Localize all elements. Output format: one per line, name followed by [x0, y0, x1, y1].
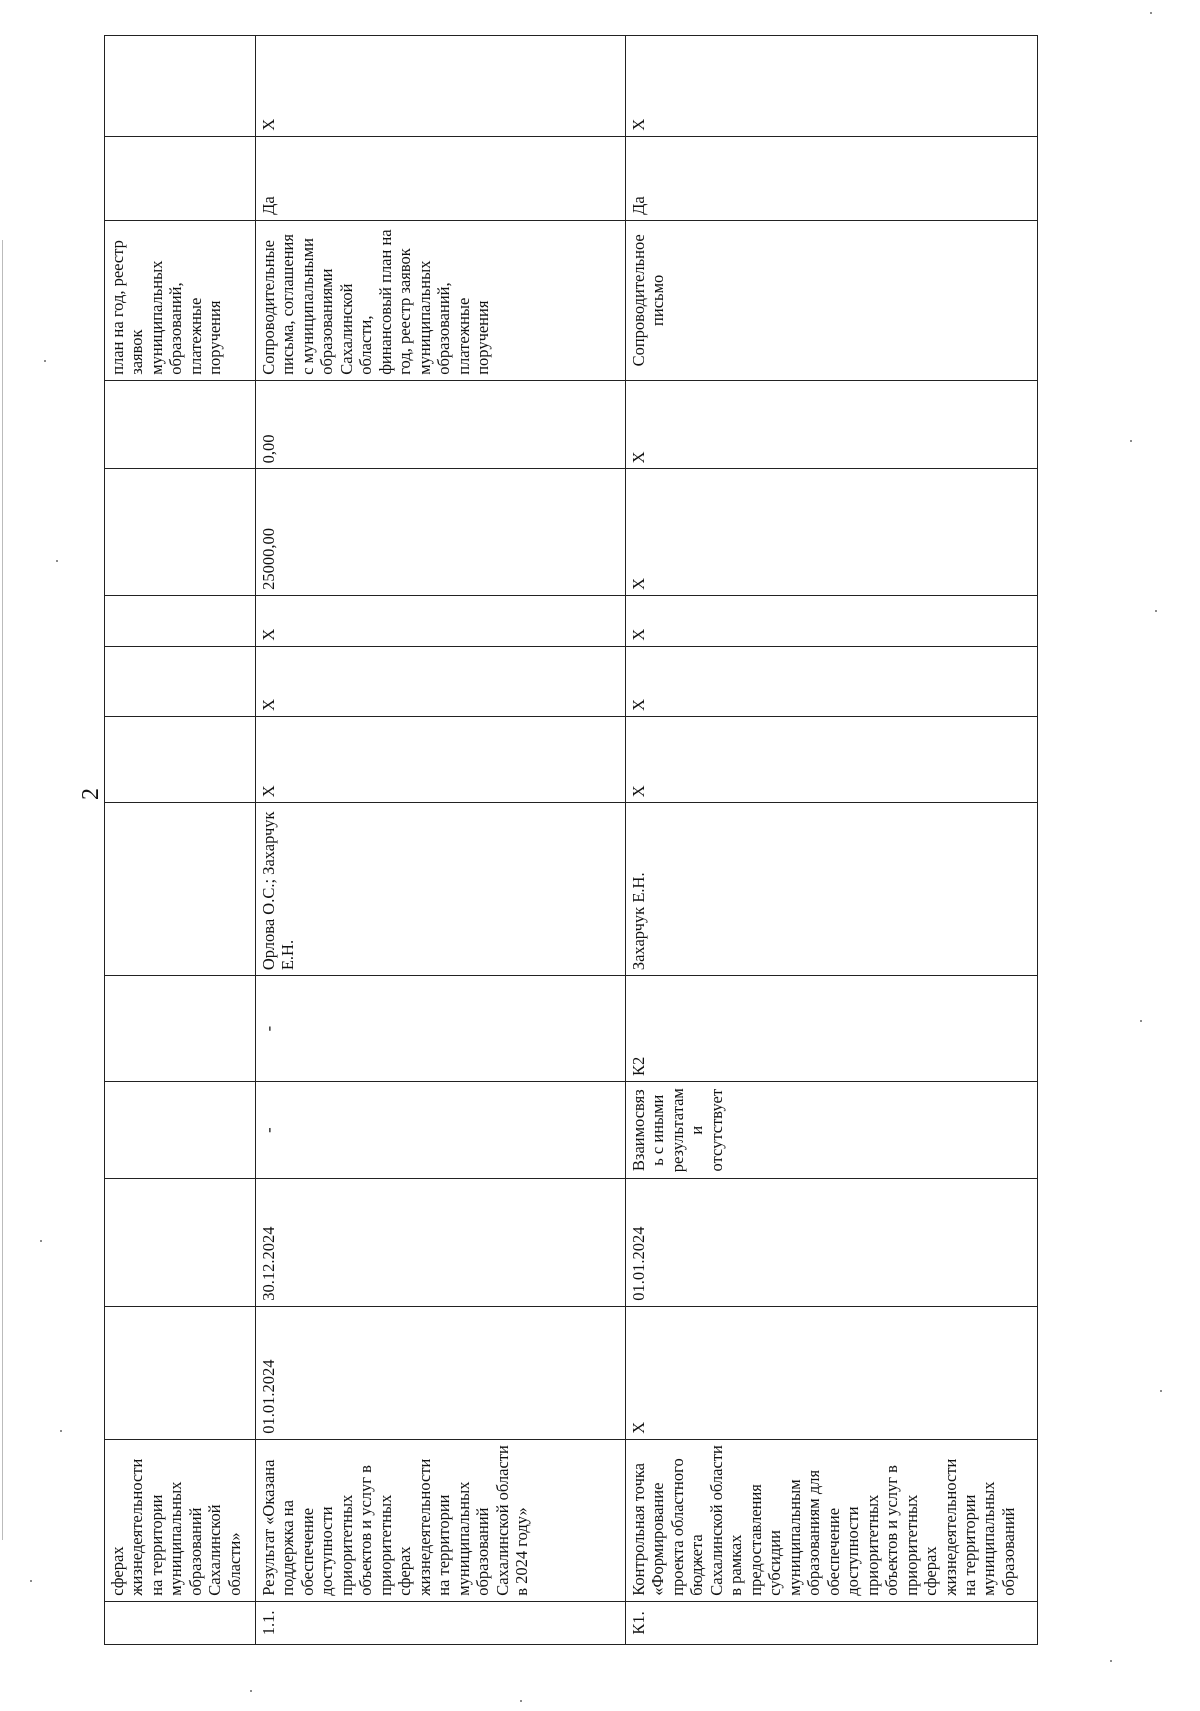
cell-name: сферах жизнедеятельности на территории муниципальных образований Сахалинской области»: [105, 1439, 256, 1601]
cell-responsible: Захарчук Е.Н.: [626, 803, 1038, 976]
cell-col11: X: [626, 469, 1038, 595]
results-table: [104, 35, 1038, 1645]
scan-speck: [1160, 1390, 1162, 1392]
cell-col9: X: [626, 646, 1038, 716]
cell-col9: X: [256, 646, 626, 716]
cell-info: Да: [256, 136, 626, 220]
scan-speck: [520, 1700, 522, 1702]
cell-col11: [105, 469, 256, 595]
scan-speck: [1140, 1020, 1142, 1022]
cell-relation: -: [256, 1082, 626, 1179]
cell-num: К1.: [626, 1601, 1038, 1644]
rotated-table-container: [104, 35, 1104, 1645]
scan-speck: [1150, 12, 1152, 14]
cell-col8: X: [256, 716, 626, 802]
cell-last: X: [626, 36, 1038, 137]
cell-start-date: X: [626, 1306, 1038, 1439]
scan-speck: [250, 1690, 252, 1692]
table-row: [105, 36, 256, 1645]
cell-info: Да: [626, 136, 1038, 220]
scan-edge-line: [2, 240, 3, 1540]
cell-responsible: [105, 803, 256, 976]
cell-relation: [105, 1082, 256, 1179]
cell-relation: Взаимосвязь с иными результатами отсутствует: [626, 1082, 1038, 1179]
scan-speck: [60, 1430, 62, 1432]
cell-col10: [105, 595, 256, 646]
cell-col12: X: [626, 380, 1038, 469]
cell-last: X: [256, 36, 626, 137]
cell-num: 1.1.: [256, 1601, 626, 1644]
scan-speck: [1110, 1660, 1112, 1662]
cell-col10: X: [626, 595, 1038, 646]
cell-documents: Сопроводительное письмо: [626, 220, 1038, 380]
scan-speck: [1155, 610, 1157, 612]
cell-col8: [105, 716, 256, 802]
cell-type: [105, 976, 256, 1082]
cell-end-date: 30.12.2024: [256, 1179, 626, 1307]
cell-info: [105, 136, 256, 220]
cell-last: [105, 36, 256, 137]
cell-name: Результат «Оказана поддержка на обеспечение доступности приоритетных объектов и услуг в приоритетных сферах жизнедеятельности на территории муниципальных образований Сахалинской области в 2024 году»: [256, 1439, 626, 1601]
cell-col12: 0,00: [256, 380, 626, 469]
table-row: [256, 36, 626, 1645]
cell-end-date: [105, 1179, 256, 1307]
scan-speck: [40, 1240, 42, 1242]
cell-num: [105, 1601, 256, 1644]
cell-documents: план на год, реестр заявок муниципальных образований, платежные поручения: [105, 220, 256, 380]
cell-name: Контрольная точка «Формирование проекта областного бюджета Сахалинской области в рамках предоставления субсидии муниципальным образованиям для обеспечение доступности приоритетных объектов и услуг в приоритетных сферах жизнедеятельности на территории муниципальных образований: [626, 1439, 1038, 1601]
scan-speck: [1130, 440, 1132, 442]
cell-responsible: Орлова О.С.; Захарчук Е.Н.: [256, 803, 626, 976]
cell-start-date: [105, 1306, 256, 1439]
cell-col8: X: [626, 716, 1038, 802]
page-number: 2: [78, 788, 104, 800]
cell-col12: [105, 380, 256, 469]
cell-col10: X: [256, 595, 626, 646]
cell-type: К2: [626, 976, 1038, 1082]
cell-col11: 25000,00: [256, 469, 626, 595]
cell-type: -: [256, 976, 626, 1082]
cell-end-date: 01.01.2024: [626, 1179, 1038, 1307]
cell-documents: Сопроводительные письма, соглашения с муниципальными образованиями Сахалинской области, финансовый план на год, реестр заявок муниципальных образований, платежные поручения: [256, 220, 626, 380]
scan-speck: [56, 560, 58, 562]
cell-start-date: 01.01.2024: [256, 1306, 626, 1439]
cell-col9: [105, 646, 256, 716]
scan-speck: [30, 1580, 32, 1582]
scan-speck: [44, 360, 46, 362]
table-row: [626, 36, 1038, 1645]
